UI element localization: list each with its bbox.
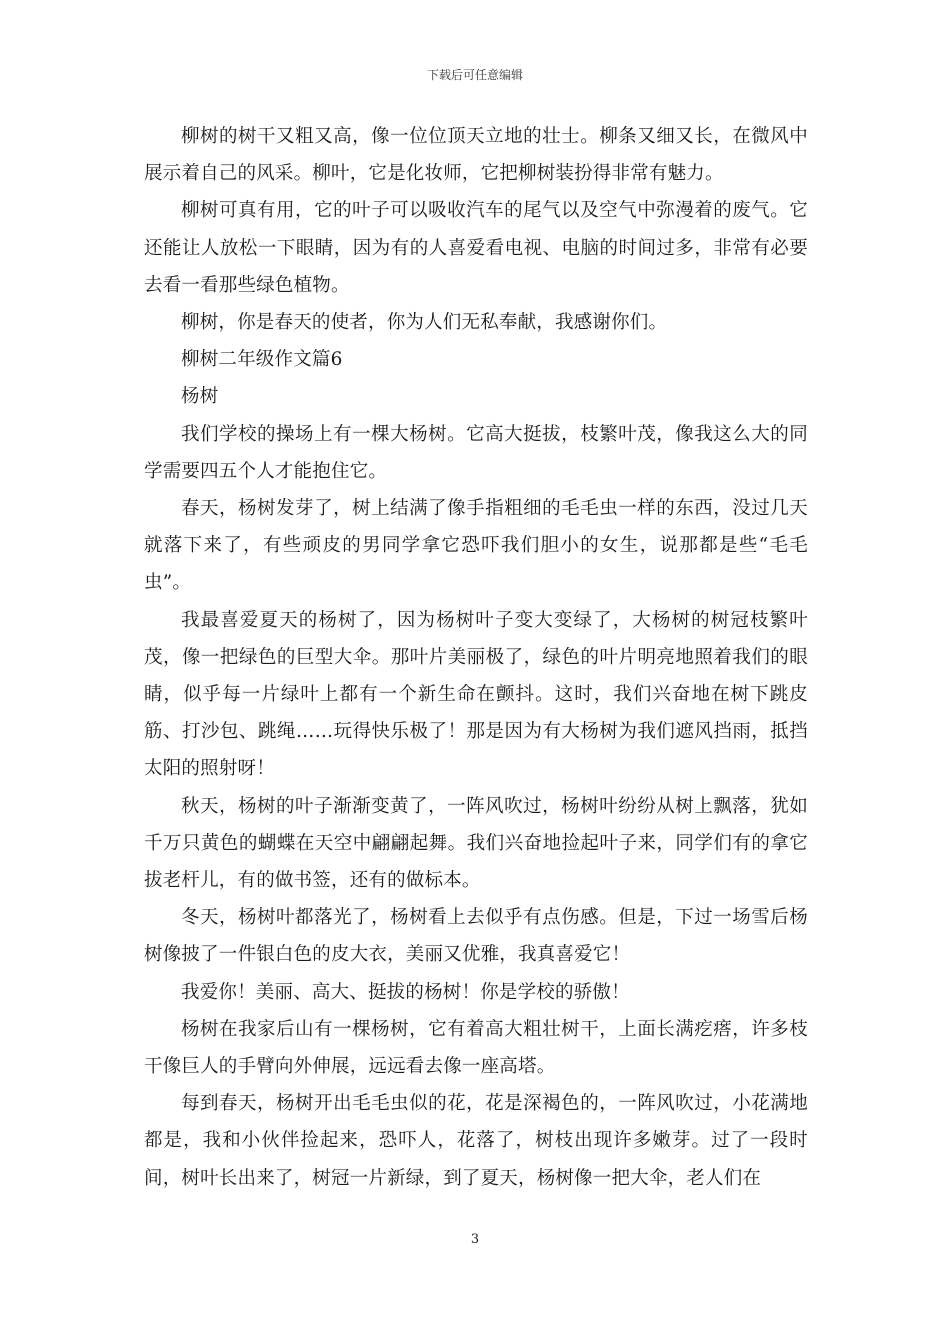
paragraph: 柳树，你是春天的使者，你为人们无私奉献，我感谢你们。 (181, 312, 668, 334)
section-heading: 柳树二年级作文篇6 (181, 349, 343, 371)
paragraph: 我们学校的操场上有一棵大杨树。它高大挺拔，枝繁叶茂，像我这么大的同学需要四五个人才能抱住它。 (144, 423, 808, 482)
essay-title: 杨树 (181, 386, 219, 408)
paragraph: 秋天，杨树的叶子渐渐变黄了，一阵风吹过，杨树叶纷纷从树上飘落，犹如千万只黄色的蝴蝶在天空中翩翩起舞。我们兴奋地捡起叶子来，同学们有的拿它拔老杆儿，有的做书签，还有的做标本。 (144, 795, 808, 892)
document-body (144, 118, 808, 1197)
paragraph: 柳树可真有用，它的叶子可以吸收汽车的尾气以及空气中弥漫着的废气。它还能让人放松一下眼睛，因为有的人喜爱看电视、电脑的时间过多，非常有必要去看一看那些绿色植物。 (144, 200, 808, 296)
paragraph: 我最喜爱夏天的杨树了，因为杨树叶子变大变绿了，大杨树的树冠枝繁叶茂，像一把绿色的巨型大伞。那叶片美丽极了，绿色的叶片明亮地照着我们的眼睛，似乎每一片绿叶上都有一个新生命在颤抖。这时，我们兴奋地在树下跳皮筋、打沙包、跳绳……玩得快乐极了！那是因为有大杨树为我们遮风挡雨，抵挡太阳的照射呀！ (144, 609, 808, 780)
page-header: 下载后可任意编辑 (426, 68, 523, 82)
paragraph: 杨树在我家后山有一棵杨树，它有着高大粗壮树干，上面长满疙瘩，许多枝干像巨人的手臂向外伸展，远远看去像一座高塔。 (144, 1018, 808, 1078)
paragraph: 我爱你！美丽、高大、挺拔的杨树！你是学校的骄傲！ (181, 981, 630, 1003)
paragraph: 柳树的树干又粗又高，像一位位顶天立地的壮士。柳条又细又长，在微风中展示着自己的风采。柳叶，它是化妆师，它把柳树装扮得非常有魅力。 (144, 126, 808, 185)
paragraph: 每到春天，杨树开出毛毛虫似的花，花是深褐色的，一阵风吹过，小花满地都是，我和小伙伴捡起来，恐吓人，花落了，树枝出现许多嫩芽。过了一段时间，树叶长出来了，树冠一片新绿，到了夏天，杨树像一把大伞，老人们在 (144, 1093, 808, 1189)
paragraph: 春天，杨树发芽了，树上结满了像手指粗细的毛毛虫一样的东西，没过几天就落下来了，有些顽皮的男同学拿它恐吓我们胆小的女生，说那都是些“毛毛虫”。 (144, 498, 808, 594)
paragraph: 冬天，杨树叶都落光了，杨树看上去似乎有点伤感。但是，下过一场雪后杨树像披了一件银白色的皮大衣，美丽又优雅，我真喜爱它！ (144, 907, 808, 966)
page-number: 3 (470, 1232, 480, 1247)
